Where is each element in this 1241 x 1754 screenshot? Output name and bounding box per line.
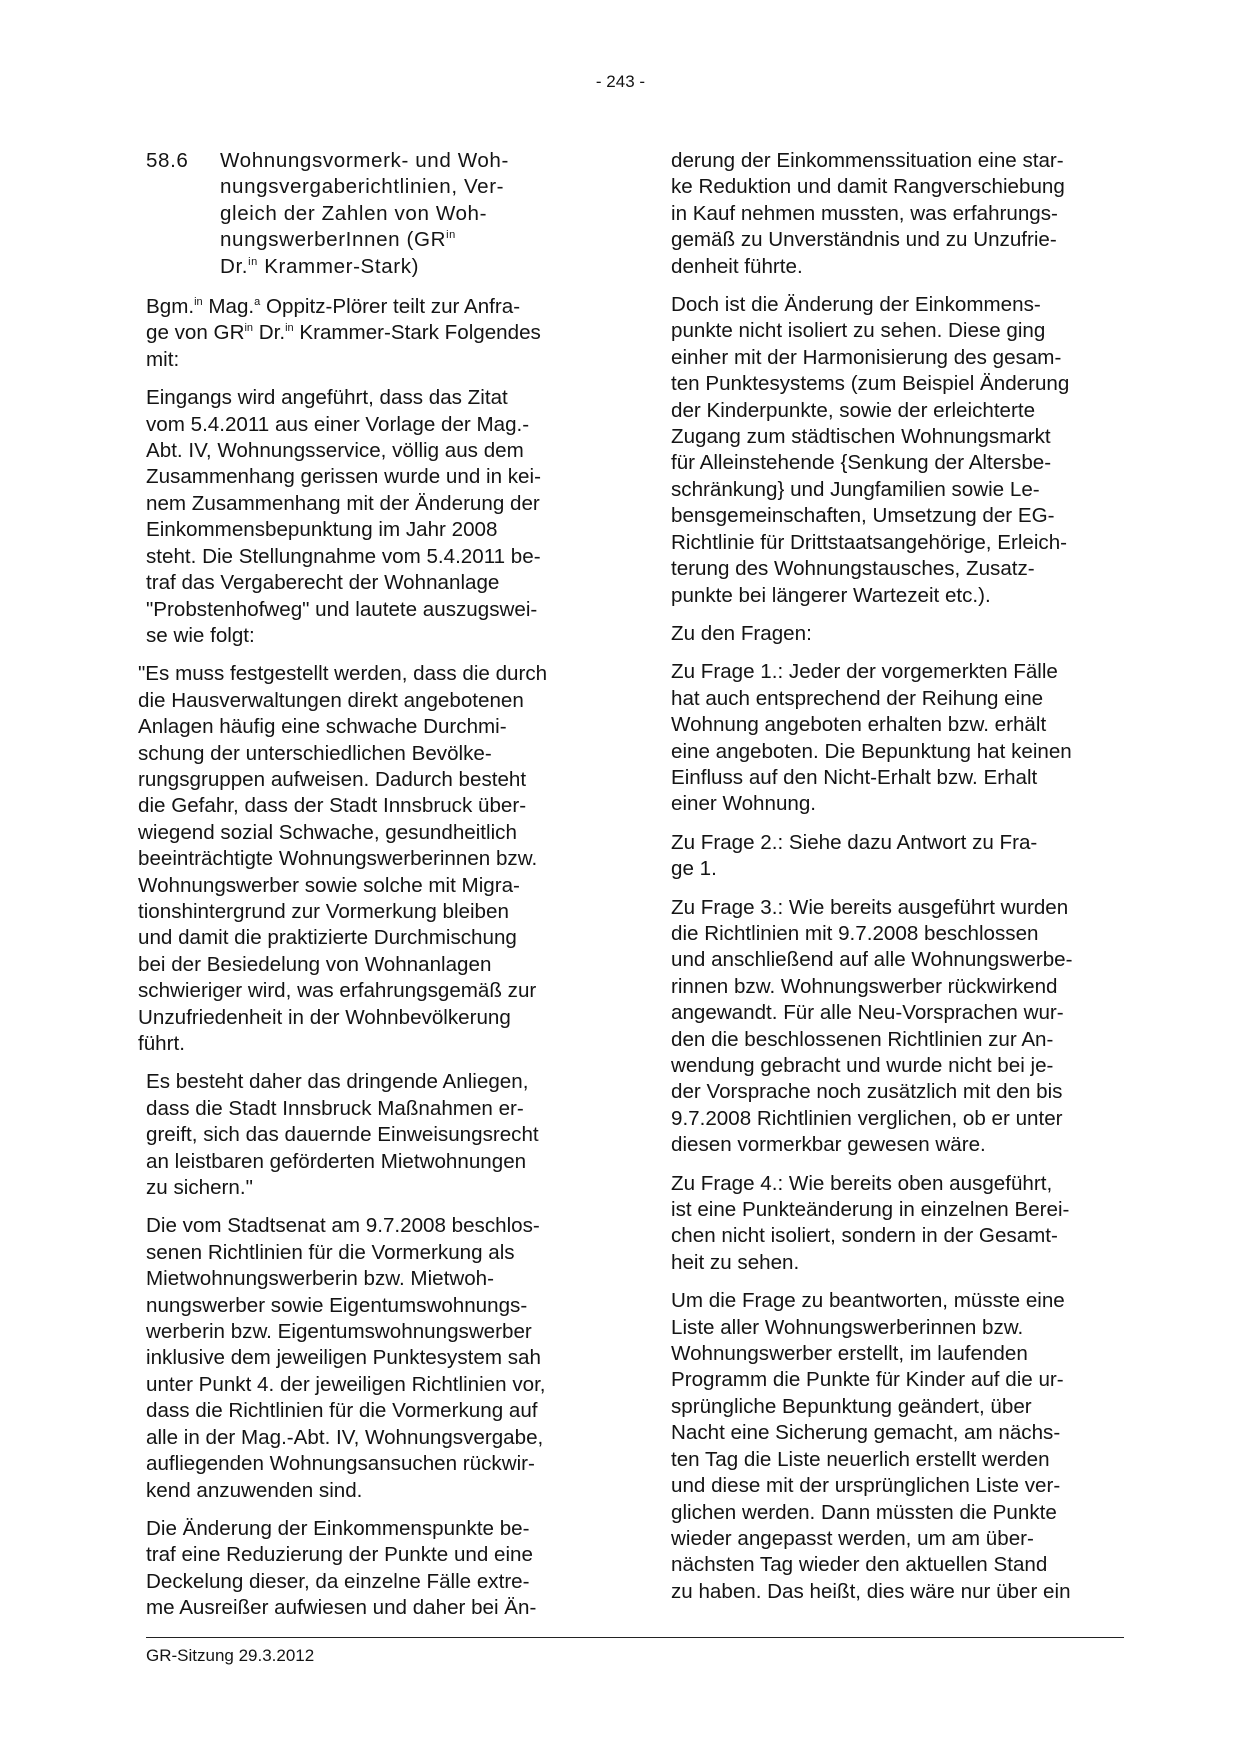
- text-line: wendung gebracht und wurde nicht bei je-: [671, 1054, 1054, 1077]
- text-line: Anlagen häufig eine schwache Durchmi-: [138, 715, 507, 739]
- text-line: Zu Frage 4.: Wie bereits oben ausgeführt,: [671, 1171, 1053, 1195]
- heading-line: Wohnungsvormerk- und Woh-: [220, 149, 509, 172]
- text-line: Wohnung angeboten erhalten bzw. erhält: [671, 713, 1047, 737]
- body-paragraph: [671, 1288, 1121, 1605]
- text-line: Zu den Fragen:: [671, 621, 812, 645]
- section-heading: [146, 148, 596, 280]
- text-line: Unzufriedenheit in der Wohnbevölkerung: [138, 1005, 511, 1029]
- text-line: hat auch entsprechend der Reihung eine: [671, 686, 1044, 710]
- text-line: schwieriger wird, was erfahrungsgemäß zur: [138, 979, 537, 1003]
- text-line: vom 5.4.2011 aus einer Vorlage der Mag.-: [146, 412, 530, 436]
- text-line: 9.7.2008 Richtlinien verglichen, ob er unter: [671, 1106, 1063, 1130]
- text-line: bei der Besiedelung von Wohnanlagen: [138, 952, 492, 976]
- text-line: wieder angepasst werden, um am über-: [671, 1526, 1034, 1550]
- text-line: punkte bei längerer Wartezeit etc.).: [671, 583, 991, 607]
- body-paragraph: [671, 659, 1121, 817]
- text-line: chen nicht isoliert, sondern in der Gesamt-: [671, 1224, 1058, 1248]
- text-line: greift, sich das dauernde Einweisungsrecht: [146, 1123, 539, 1147]
- text-line: eine angeboten. Die Bepunktung hat keinen: [671, 739, 1072, 763]
- text-line: Wohnungswerber sowie solche mit Migra-: [138, 873, 520, 897]
- text-line: denheit führte.: [671, 254, 803, 278]
- text-line: führt.: [138, 1032, 185, 1055]
- left-paragraphs: [138, 385, 596, 1621]
- text-line: Zu Frage 1.: Jeder der vorgemerkten Fälle: [671, 660, 1058, 684]
- text-line: Doch ist die Änderung der Einkommens-: [671, 293, 1041, 317]
- text-line: steht. Die Stellungnahme vom 5.4.2011 be-: [146, 544, 541, 568]
- text-line: heit zu sehen.: [671, 1250, 800, 1274]
- body-paragraph: [146, 1213, 596, 1503]
- right-column: [671, 148, 1121, 1617]
- text-line: Einkommensbepunktung im Jahr 2008: [146, 518, 498, 542]
- text-line: Zugang zum städtischen Wohnungsmarkt: [671, 425, 1051, 449]
- text-line: einher mit der Harmonisierung des gesam-: [671, 345, 1062, 369]
- text-line: schränkung} und Jungfamilien sowie Le-: [671, 477, 1040, 501]
- text-line: und anschließend auf alle Wohnungswerbe-: [671, 948, 1073, 972]
- text-line: Programm die Punkte für Kinder auf die ur-: [671, 1368, 1064, 1392]
- text-line: angewandt. Für alle Neu-Vorsprachen wur-: [671, 1001, 1064, 1025]
- left-column: [138, 148, 596, 1634]
- text-line: Die vom Stadtsenat am 9.7.2008 beschlos-: [146, 1214, 540, 1238]
- text-line: Um die Frage zu beantworten, müsste eine: [671, 1289, 1065, 1313]
- text-line: beeinträchtigte Wohnungswerberinnen bzw.: [138, 847, 538, 871]
- text-line: se wie folgt:: [146, 623, 255, 647]
- heading-line: Dr.$^{in}$ Krammer-Stark): [220, 254, 420, 278]
- text-line: Zu Frage 2.: Siehe dazu Antwort zu Fra-: [671, 830, 1038, 854]
- text-line: die Richtlinien mit 9.7.2008 beschlossen: [671, 921, 1039, 945]
- quote-paragraph: [138, 661, 596, 1057]
- text-line: den die beschlossenen Richtlinien zur An-: [671, 1027, 1054, 1051]
- intro-paragraph: Bgm.$^{in}$ Mag.$^a$ Oppitz-Plörer teilt zur Anfra- ge von $GR^{in}$ Dr.$^{in}$ Krammer-Stark Folgendes mit:: [146, 295, 541, 371]
- section-number: 58.6: [146, 149, 189, 172]
- text-line: und damit die praktizierte Durchmischung: [138, 926, 517, 950]
- text-line: glichen werden. Dann müssten die Punkte: [671, 1500, 1057, 1524]
- text-line: einer Wohnung.: [671, 792, 817, 816]
- body-paragraph: [671, 830, 1121, 883]
- text-line: punkte nicht isoliert zu sehen. Diese ging: [671, 319, 1046, 343]
- text-line: bensgemeinschaften, Umsetzung der EG-: [671, 504, 1055, 528]
- text-line: inklusive dem jeweiligen Punktesystem sah: [146, 1346, 541, 1370]
- text-line: derung der Einkommenssituation eine star-: [671, 149, 1064, 172]
- text-line: traf das Vergaberecht der Wohnanlage: [146, 571, 500, 595]
- text-line: "Es muss festgestellt werden, dass die durch: [138, 662, 548, 686]
- body-paragraph: [146, 385, 596, 649]
- text-line: werberin bzw. Eigentumswohnungswerber: [146, 1320, 532, 1344]
- body-paragraph: [671, 895, 1121, 1159]
- text-line: Zusammenhang gerissen wurde und in kei-: [146, 465, 541, 489]
- text-line: "Probstenhofweg" und lautete auszugswei-: [146, 597, 538, 621]
- text-line: der Kinderpunkte, sowie der erleichterte: [671, 398, 1036, 422]
- heading-line: gleich der Zahlen von Woh-: [220, 201, 488, 225]
- body-paragraph: [146, 1069, 596, 1201]
- text-line: Zu Frage 3.: Wie bereits ausgeführt wurden: [671, 895, 1069, 919]
- text-line: nächsten Tag wieder den aktuellen Stand: [671, 1553, 1048, 1577]
- text-line: traf eine Reduzierung der Punkte und eine: [146, 1543, 533, 1567]
- text-line: Liste aller Wohnungswerberinnen bzw.: [671, 1315, 1024, 1339]
- text-line: diesen vormerkbar gewesen wäre.: [671, 1133, 986, 1157]
- text-line: nem Zusammenhang mit der Änderung der: [146, 491, 540, 515]
- text-line: schung der unterschiedlichen Bevölke-: [138, 741, 492, 765]
- text-line: Richtlinie für Drittstaatsangehörige, Erleich-: [671, 530, 1068, 554]
- body-paragraph: [671, 292, 1121, 609]
- text-line: ke Reduktion und damit Rangverschiebung: [671, 175, 1065, 199]
- heading-line: nungsvergaberichtlinien, Ver-: [220, 175, 505, 199]
- text-line: ten Punktesystems (zum Beispiel Änderung: [671, 372, 1070, 396]
- text-line: der Vorsprache noch zusätzlich mit den bis: [671, 1080, 1063, 1104]
- footer-rule: [146, 1637, 1124, 1638]
- right-paragraphs: [671, 148, 1121, 1605]
- text-line: alle in der Mag.-Abt. IV, Wohnungsvergabe,: [146, 1425, 544, 1449]
- text-line: Wohnungswerber erstellt, im laufenden: [671, 1342, 1028, 1366]
- text-line: rungsgruppen aufweisen. Dadurch besteht: [138, 767, 527, 791]
- text-line: kend anzuwenden sind.: [146, 1478, 363, 1502]
- text-line: Nacht eine Sicherung gemacht, am nächs-: [671, 1421, 1061, 1445]
- text-line: tionshintergrund zur Vormerkung bleiben: [138, 899, 509, 923]
- text-line: an leistbaren geförderten Mietwohnungen: [146, 1149, 527, 1173]
- text-line: Die Änderung der Einkommenspunkte be-: [146, 1516, 530, 1540]
- text-line: aufliegenden Wohnungsansuchen rückwir-: [146, 1452, 535, 1476]
- text-line: nungswerber sowie Eigentumswohnungs-: [146, 1293, 528, 1317]
- text-line: zu haben. Das heißt, dies wäre nur über ein: [671, 1579, 1071, 1603]
- text-line: terung des Wohnungstausches, Zusatz-: [671, 557, 1035, 581]
- text-line: ten Tag die Liste neuerlich erstellt werden: [671, 1447, 1050, 1471]
- text-line: ge 1.: [671, 857, 717, 881]
- text-line: dass die Richtlinien für die Vormerkung auf: [146, 1399, 538, 1423]
- text-line: und diese mit der ursprünglichen Liste ver-: [671, 1474, 1061, 1498]
- text-line: sprüngliche Bepunktung geändert, über: [671, 1394, 1032, 1418]
- text-line: dass die Stadt Innsbruck Maßnahmen er-: [146, 1096, 524, 1120]
- text-line: Eingangs wird angeführt, dass das Zitat: [146, 386, 508, 410]
- body-paragraph: [671, 621, 1121, 647]
- body-paragraph: [146, 1516, 596, 1622]
- footer-text: GR-Sitzung 29.3.2012: [146, 1646, 315, 1665]
- section-title: [220, 148, 509, 280]
- text-line: in Kauf nehmen mussten, was erfahrungs-: [671, 201, 1058, 225]
- text-line: die Gefahr, dass der Stadt Innsbruck über-: [138, 794, 527, 818]
- text-line: senen Richtlinien für die Vormerkung als: [146, 1240, 515, 1264]
- text-line: Es besteht daher das dringende Anliegen,: [146, 1070, 529, 1094]
- text-line: ist eine Punkteänderung in einzelnen Berei-: [671, 1198, 1070, 1222]
- text-line: die Hausverwaltungen direkt angebotenen: [138, 688, 524, 712]
- text-line: Mietwohnungswerberin bzw. Mietwoh-: [146, 1267, 494, 1291]
- page-number: - 243 -: [595, 72, 646, 91]
- text-line: für Alleinstehende {Senkung der Altersbe-: [671, 451, 1052, 475]
- text-line: zu sichern.": [146, 1176, 253, 1200]
- text-line: gemäß zu Unverständnis und zu Unzufrie-: [671, 228, 1057, 252]
- text-line: Abt. IV, Wohnungsservice, völlig aus dem: [146, 439, 524, 463]
- heading-line: nungswerberInnen ($GR^{in}$: [220, 228, 456, 252]
- text-line: me Ausreißer aufwiesen und daher bei Än-: [146, 1596, 537, 1620]
- text-line: unter Punkt 4. der jeweiligen Richtlinien vor,: [146, 1372, 546, 1396]
- text-line: wiegend sozial Schwache, gesundheitlich: [138, 820, 517, 844]
- text-line: rinnen bzw. Wohnungswerber rückwirkend: [671, 974, 1058, 998]
- body-paragraph: [671, 148, 1121, 280]
- body-paragraph: [671, 1171, 1121, 1277]
- text-line: Einfluss auf den Nicht-Erhalt bzw. Erhalt: [671, 765, 1038, 789]
- text-line: Deckelung dieser, da einzelne Fälle extre-: [146, 1569, 530, 1593]
